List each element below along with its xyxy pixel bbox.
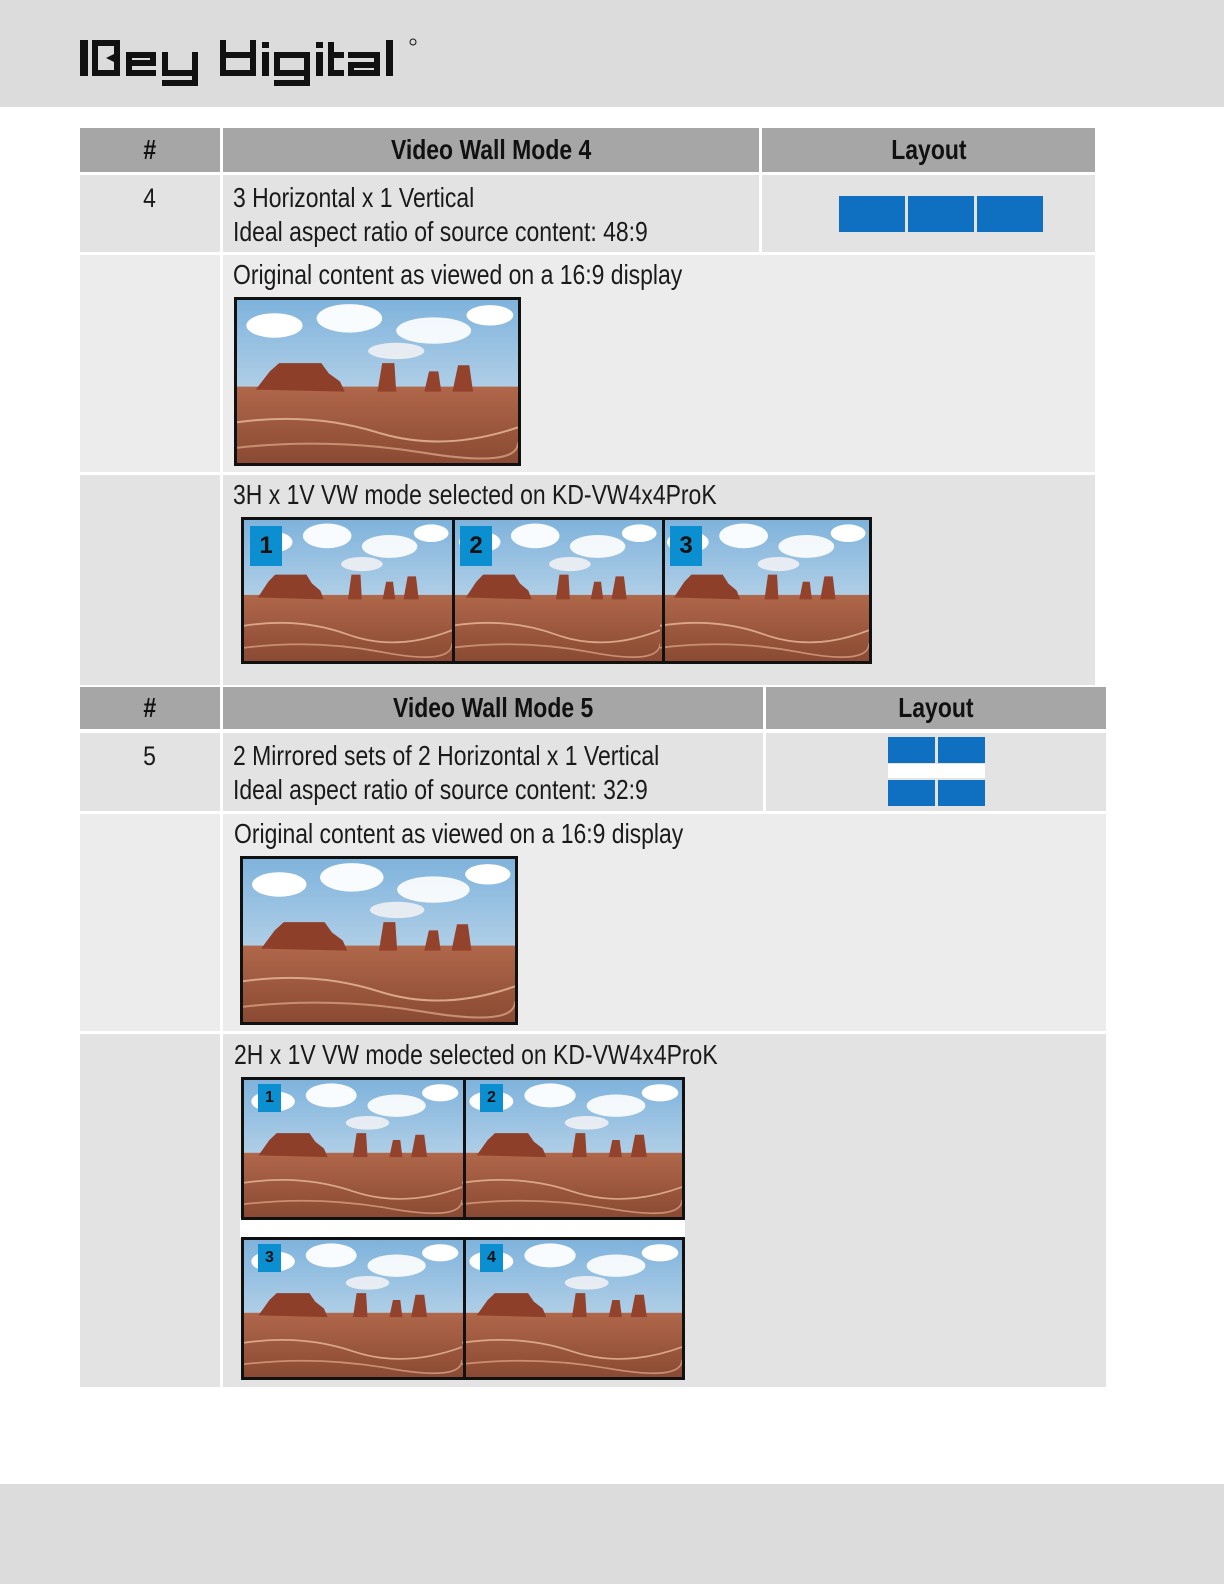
layout-panel: [977, 196, 1043, 232]
mode4-number-header: #: [80, 128, 220, 172]
bezel-divider: [463, 1240, 466, 1377]
mode4-original-image: [234, 297, 521, 466]
key-digital-logo: [80, 34, 420, 90]
mode4-spacer-cell-2: [80, 475, 220, 685]
mode4-spacer-cell: [80, 255, 220, 472]
mode5-number: 5: [80, 733, 220, 811]
mode4-selected-caption: 3H x 1V VW mode selected on KD-VW4x4ProK: [233, 479, 717, 510]
layout-panel: [839, 196, 905, 232]
panel-badge-2: 2: [480, 1084, 503, 1112]
panel-badge-2: 2: [460, 526, 492, 566]
panel-badge-3: 3: [670, 526, 702, 566]
mode5-desc-line1: 2 Mirrored sets of 2 Horizontal x 1 Vertical: [233, 740, 660, 771]
bezel-divider: [662, 520, 665, 661]
mode5-wall-bottom: [241, 1237, 685, 1380]
mode5-spacer-cell-2: [80, 1034, 220, 1387]
mode4-desc-line1: 3 Horizontal x 1 Vertical: [233, 182, 475, 213]
bezel-divider: [452, 520, 455, 661]
layout-panel: [938, 780, 985, 806]
mode4-original-caption: Original content as viewed on a 16:9 display: [233, 259, 683, 290]
mode4-desc-line2: Ideal aspect ratio of source content: 48:9: [233, 216, 648, 247]
mode5-title: Video Wall Mode 5: [223, 687, 763, 729]
mode5-wall-top: [241, 1077, 685, 1220]
layout-panel: [888, 780, 935, 806]
mode5-number-header: #: [80, 687, 220, 729]
mode4-description: [223, 175, 759, 252]
layout-gap: [888, 764, 985, 778]
layout-panel: [938, 737, 985, 763]
layout-panel: [888, 737, 935, 763]
mode5-spacer-cell: [80, 814, 220, 1031]
mode4-title: Video Wall Mode 4: [223, 128, 759, 172]
mode5-original-caption: Original content as viewed on a 16:9 display: [234, 818, 684, 849]
panel-badge-4: 4: [480, 1244, 503, 1272]
mode5-desc-line2: Ideal aspect ratio of source content: 32:9: [233, 774, 648, 805]
panel-badge-3: 3: [258, 1244, 281, 1272]
mode4-wall-image: [241, 517, 872, 664]
mode4-layout-header: Layout: [762, 128, 1095, 172]
panel-badge-1: 1: [258, 1084, 281, 1112]
panel-badge-1: 1: [250, 526, 282, 566]
mode4-layout-cell: [762, 175, 1095, 252]
mode5-layout-header: Layout: [766, 687, 1106, 729]
mode5-original-image: [240, 856, 518, 1025]
mode4-number: 4: [80, 175, 220, 252]
mode5-description: [223, 733, 763, 811]
mode5-layout-cell: [766, 733, 1106, 811]
bezel-divider: [463, 1080, 466, 1217]
mirror-gap: [240, 1218, 685, 1238]
page-footer: [0, 1484, 1224, 1584]
mode5-selected-caption: 2H x 1V VW mode selected on KD-VW4x4ProK: [234, 1039, 718, 1070]
layout-panel: [908, 196, 974, 232]
